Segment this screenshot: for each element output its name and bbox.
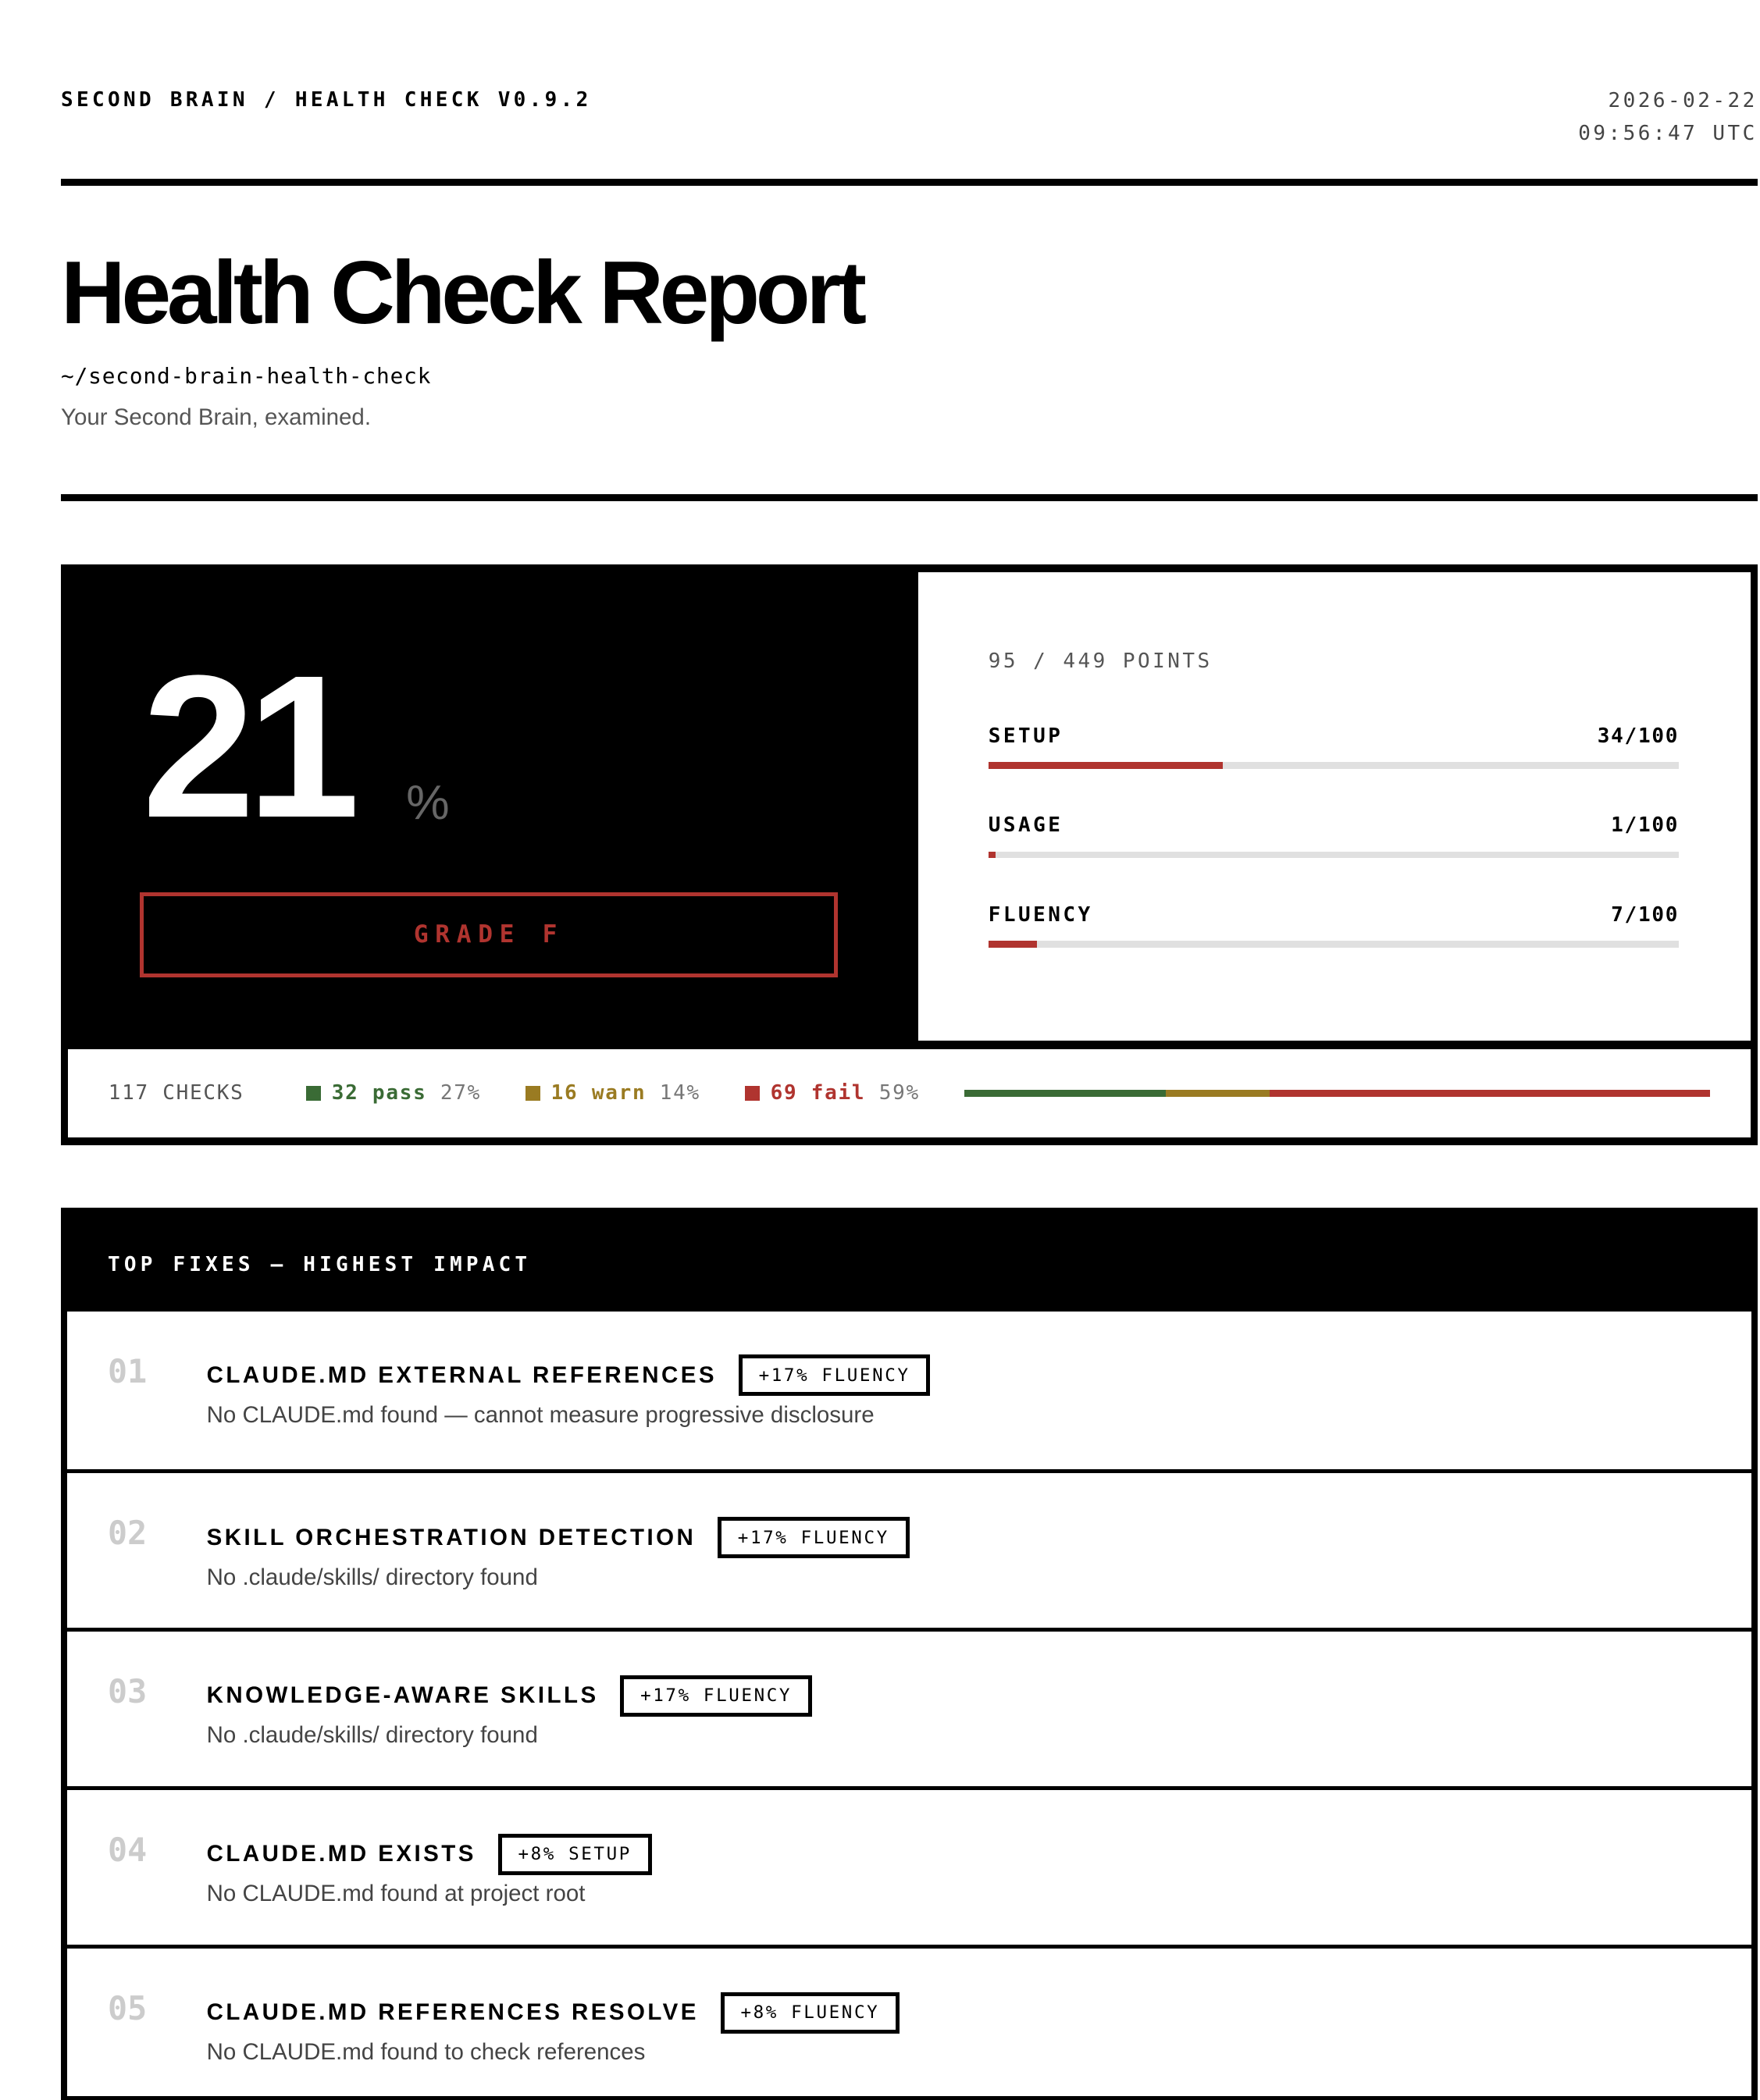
grade-badge: GRADE F	[140, 892, 839, 977]
fix-description: No CLAUDE.md found to check references	[206, 2039, 646, 2066]
fix-item	[67, 1469, 1751, 1628]
fail-count: 69 fail 59%	[745, 1081, 920, 1105]
top-fixes-heading: TOP FIXES — HIGHEST IMPACT	[67, 1214, 1751, 1312]
checks-stacked-bar	[964, 1090, 1710, 1097]
time: 09:56:47 UTC	[1578, 121, 1758, 145]
fix-number: 04	[108, 1831, 148, 1870]
fail-segment	[1270, 1090, 1710, 1097]
impact-badge: +17% FLUENCY	[739, 1354, 931, 1396]
impact-badge: +17% FLUENCY	[718, 1517, 910, 1558]
impact-badge: +17% FLUENCY	[620, 1675, 812, 1717]
fix-description: No CLAUDE.md found — cannot measure progressive disclosure	[206, 1401, 875, 1428]
pass-count: 32 pass 27%	[306, 1081, 481, 1105]
fix-description: No .claude/skills/ directory found	[206, 1564, 538, 1590]
warn-count: 16 warn 14%	[526, 1081, 700, 1105]
category-fluency	[989, 903, 1679, 927]
fix-title: CLAUDE.MD EXTERNAL REFERENCES	[206, 1361, 718, 1388]
top-fixes	[61, 1208, 1758, 2100]
fix-item	[67, 1786, 1751, 1945]
percent-sign: %	[406, 774, 450, 830]
category-value: 1/100	[1611, 813, 1680, 838]
category-label: USAGE	[988, 813, 1063, 838]
checks-summary	[68, 1049, 1751, 1137]
fail-square-icon	[745, 1086, 760, 1101]
category-progress-fill	[989, 762, 1224, 769]
fix-title-row	[207, 1675, 812, 1717]
category-setup	[989, 724, 1679, 748]
category-usage	[989, 813, 1679, 837]
warn-segment	[1166, 1090, 1270, 1097]
brand: SECOND BRAIN / HEALTH CHECK V0.9.2	[61, 87, 592, 112]
fix-title: SKILL ORCHESTRATION DETECTION	[206, 1524, 697, 1550]
fix-number: 01	[108, 1351, 148, 1390]
fix-item	[67, 1945, 1751, 2100]
fix-title-row	[207, 1517, 910, 1558]
warn-square-icon	[526, 1086, 540, 1101]
timestamp	[1578, 85, 1757, 150]
fix-title: CLAUDE.MD REFERENCES RESOLVE	[206, 1999, 699, 2026]
fix-title-row	[207, 1834, 652, 1875]
subtitle: Your Second Brain, examined.	[61, 404, 372, 431]
category-label: SETUP	[988, 724, 1063, 748]
category-progress-bar	[989, 941, 1679, 948]
fix-description: No CLAUDE.md found at project root	[206, 1881, 586, 1907]
category-progress-bar	[989, 852, 1679, 859]
fix-description: No .claude/skills/ directory found	[206, 1722, 538, 1749]
impact-badge: +8% SETUP	[498, 1834, 652, 1875]
pass-square-icon	[306, 1086, 321, 1101]
fix-number: 03	[108, 1672, 148, 1711]
category-label: FLUENCY	[988, 902, 1093, 927]
score-percent: 21	[142, 634, 352, 861]
fix-title: KNOWLEDGE-AWARE SKILLS	[206, 1682, 599, 1709]
fix-number: 05	[108, 1989, 148, 2028]
category-value: 7/100	[1611, 902, 1680, 927]
page-title: Health Check Report	[61, 242, 863, 343]
pass-segment	[964, 1090, 1166, 1097]
category-progress-fill	[989, 852, 996, 859]
impact-badge: +8% FLUENCY	[721, 1992, 900, 2034]
divider	[61, 494, 1758, 501]
score-card	[61, 564, 1758, 1145]
date: 2026-02-22	[1608, 89, 1758, 113]
fix-title-row	[207, 1992, 900, 2034]
project-path: ~/second-brain-health-check	[61, 362, 432, 389]
fix-title-row	[207, 1354, 931, 1396]
fix-title: CLAUDE.MD EXISTS	[206, 1841, 476, 1867]
fix-number: 02	[108, 1514, 148, 1553]
points-total: 95 / 449 POINTS	[988, 650, 1213, 674]
category-progress-fill	[989, 941, 1037, 948]
fix-item	[67, 1628, 1751, 1786]
top-bar	[61, 84, 1758, 166]
checks-total: 117 CHECKS	[108, 1081, 244, 1105]
category-panel	[918, 572, 1751, 1041]
divider	[61, 179, 1758, 186]
category-progress-bar	[989, 762, 1679, 769]
category-value: 34/100	[1597, 724, 1680, 748]
fix-item	[67, 1312, 1751, 1470]
